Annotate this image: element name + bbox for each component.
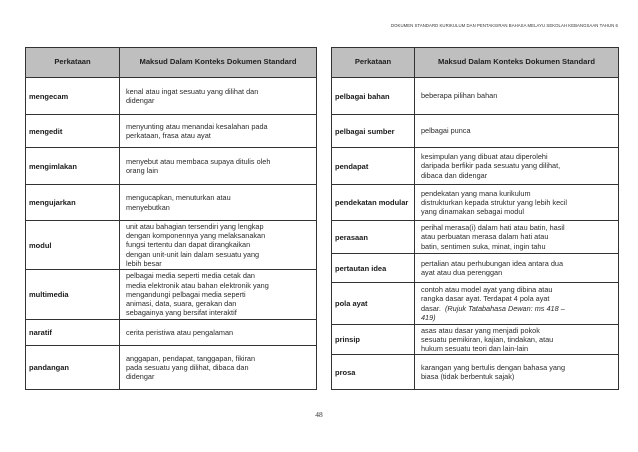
meaning-line: pada sesuatu yang dilihat, dibaca dan (126, 362, 249, 372)
meaning-line: dengan komponennya yang melaksanakan (126, 231, 266, 241)
meaning-cell (415, 283, 619, 325)
table-row (332, 185, 619, 221)
term-cell: pendekatan modular (332, 185, 415, 221)
term-cell: pendapat (332, 148, 415, 185)
meaning-line: unit atau bahagian tersendiri yang lengkap (126, 221, 264, 231)
meaning-line: anggapan, pendapat, tanggapan, fikiran (126, 353, 256, 363)
meaning-line: biasa (tidak berbentuk sajak) (421, 372, 515, 381)
term-cell: prinsip (332, 325, 415, 355)
meaning-line: fungsi tertentu dan dapat dirangkaikan (126, 240, 251, 250)
column-header-meaning: Maksud Dalam Konteks Dokumen Standard (120, 48, 317, 78)
meaning-text: dasar. (421, 303, 441, 313)
table-row (332, 221, 619, 254)
term-cell: mengujarkan (26, 185, 120, 221)
meaning-line: lebih besar (126, 258, 162, 268)
meaning-cell (415, 115, 619, 148)
table-row (26, 78, 317, 115)
term-cell: pola ayat (332, 283, 415, 325)
column-header-term: Perkataan (332, 48, 415, 78)
meaning-line: pertalian atau perhubungan idea antara dua (421, 258, 564, 268)
term-cell: pertautan idea (332, 254, 415, 283)
meaning-line: sesuatu pemikiran, kajian, tindakan, atau (421, 334, 554, 344)
term-cell: mengedit (26, 115, 120, 148)
term-cell: naratif (26, 320, 120, 346)
table-row (26, 320, 317, 346)
meaning-line: pendekatan yang mana kurikulum (421, 188, 531, 198)
table-row (332, 254, 619, 283)
table-row (26, 221, 317, 270)
meaning-cell (120, 346, 317, 390)
meaning-line: menyebut atau membaca supaya ditulis oleh (126, 156, 271, 166)
table-header-row (26, 48, 317, 78)
meaning-line: beberapa pilihan bahan (421, 91, 498, 101)
table-row (26, 148, 317, 185)
table-row (26, 185, 317, 221)
meaning-line: karangan yang bertulis dengan bahasa yang (421, 362, 566, 372)
table-row (332, 78, 619, 115)
meaning-line: contoh atau model ayat yang dibina atau (421, 284, 553, 294)
meaning-cell (120, 320, 317, 346)
meaning-line: atau perbuatan merasa dalam hati atau (421, 232, 549, 242)
term-cell: mengimlakan (26, 148, 120, 185)
meaning-line: batin, sentimen suka, minat, ingin tahu (421, 241, 546, 251)
meaning-line: dengan unit-unit lain dalam sesuatu yang (126, 249, 260, 259)
glossary-table-right (331, 47, 619, 390)
glossary-table-left (25, 47, 317, 390)
meaning-line: pelbagai media seperti media cetak dan (126, 271, 255, 281)
term-cell: pelbagai sumber (332, 115, 415, 148)
meaning-line: kesimpulan yang dibuat atau diperolehi (421, 152, 548, 162)
meaning-line: media elektronik atau bahan elektronik yang (126, 280, 269, 290)
table-row (26, 346, 317, 390)
meaning-cell (415, 185, 619, 221)
meaning-cell (120, 185, 317, 221)
table-row (26, 115, 317, 148)
meaning-cell (120, 115, 317, 148)
table-row (332, 355, 619, 390)
meaning-line: rangka dasar ayat. Terdapat 4 pola ayat (421, 294, 550, 304)
table-row (332, 325, 619, 355)
table-row (332, 148, 619, 185)
meaning-line: daripada berfikir pada sesuatu yang dilihat, (421, 161, 561, 171)
meaning-line: menyunting atau menandai kesalahan pada (126, 121, 268, 131)
meaning-cell (415, 221, 619, 254)
table-row (332, 283, 619, 325)
term-cell: pandangan (26, 346, 120, 390)
meaning-line (421, 304, 615, 313)
term-cell: multimedia (26, 270, 120, 320)
meaning-line: orang lain (126, 166, 159, 175)
running-header: DOKUMEN STANDARD KURIKULUM DAN PENTAKSIRAN BAHASA MELAYU SEKOLAH KEBANGSAAN TAHUN 6 (391, 23, 618, 28)
page-number: 48 (315, 410, 323, 419)
table-row (332, 115, 619, 148)
meaning-line: 419) (421, 312, 436, 322)
meaning-line: mengucapkan, menuturkan atau (126, 193, 231, 203)
meaning-line: asas atau dasar yang menjadi pokok (421, 325, 540, 335)
meaning-cell (415, 325, 619, 355)
table-row (26, 270, 317, 320)
table-header-row (332, 48, 619, 78)
term-cell: mengecam (26, 78, 120, 115)
meaning-line: yang dinamakan sebagai modul (421, 207, 525, 217)
meaning-cell (415, 148, 619, 185)
meaning-line: mengandungi pelbagai media seperti (126, 289, 246, 299)
meaning-line: distrukturkan kepada struktur yang lebih kecil (421, 197, 568, 207)
meaning-cell (415, 254, 619, 283)
term-cell: modul (26, 221, 120, 270)
meaning-cell (120, 148, 317, 185)
column-header-term: Perkataan (26, 48, 120, 78)
term-cell: prosa (332, 355, 415, 390)
meaning-cell (120, 270, 317, 320)
term-cell: perasaan (332, 221, 415, 254)
meaning-line: perkataan, frasa atau ayat (126, 131, 211, 140)
meaning-line: didengar (126, 96, 155, 105)
meaning-line: animasi, data, suara, gerakan dan (126, 299, 237, 309)
meaning-line: perihal merasa(i) dalam hati atau batin, hasil (421, 223, 565, 233)
column-header-meaning: Maksud Dalam Konteks Dokumen Standard (415, 48, 619, 78)
term-cell: pelbagai bahan (332, 78, 415, 115)
meaning-cell (415, 355, 619, 390)
meaning-line: didengar (126, 372, 155, 382)
meaning-line: hukum sesuatu teori dan lain-lain (421, 344, 529, 354)
meaning-line: pelbagai punca (421, 126, 471, 136)
meaning-cell (120, 221, 317, 270)
meaning-line: sebagainya yang bersifat interaktif (126, 308, 237, 318)
meaning-line: kenal atau ingat sesuatu yang dilihat dan (126, 86, 259, 96)
meaning-line: cerita peristiwa atau pengalaman (126, 327, 234, 337)
citation-text: (Rujuk Tatabahasa Dewan: ms 418 – (444, 303, 565, 313)
meaning-line: dibaca dan didengar (421, 170, 488, 180)
meaning-cell (415, 78, 619, 115)
meaning-line: ayat atau dua perenggan (421, 268, 503, 277)
meaning-line: menyebutkan (126, 202, 170, 212)
meaning-cell (120, 78, 317, 115)
